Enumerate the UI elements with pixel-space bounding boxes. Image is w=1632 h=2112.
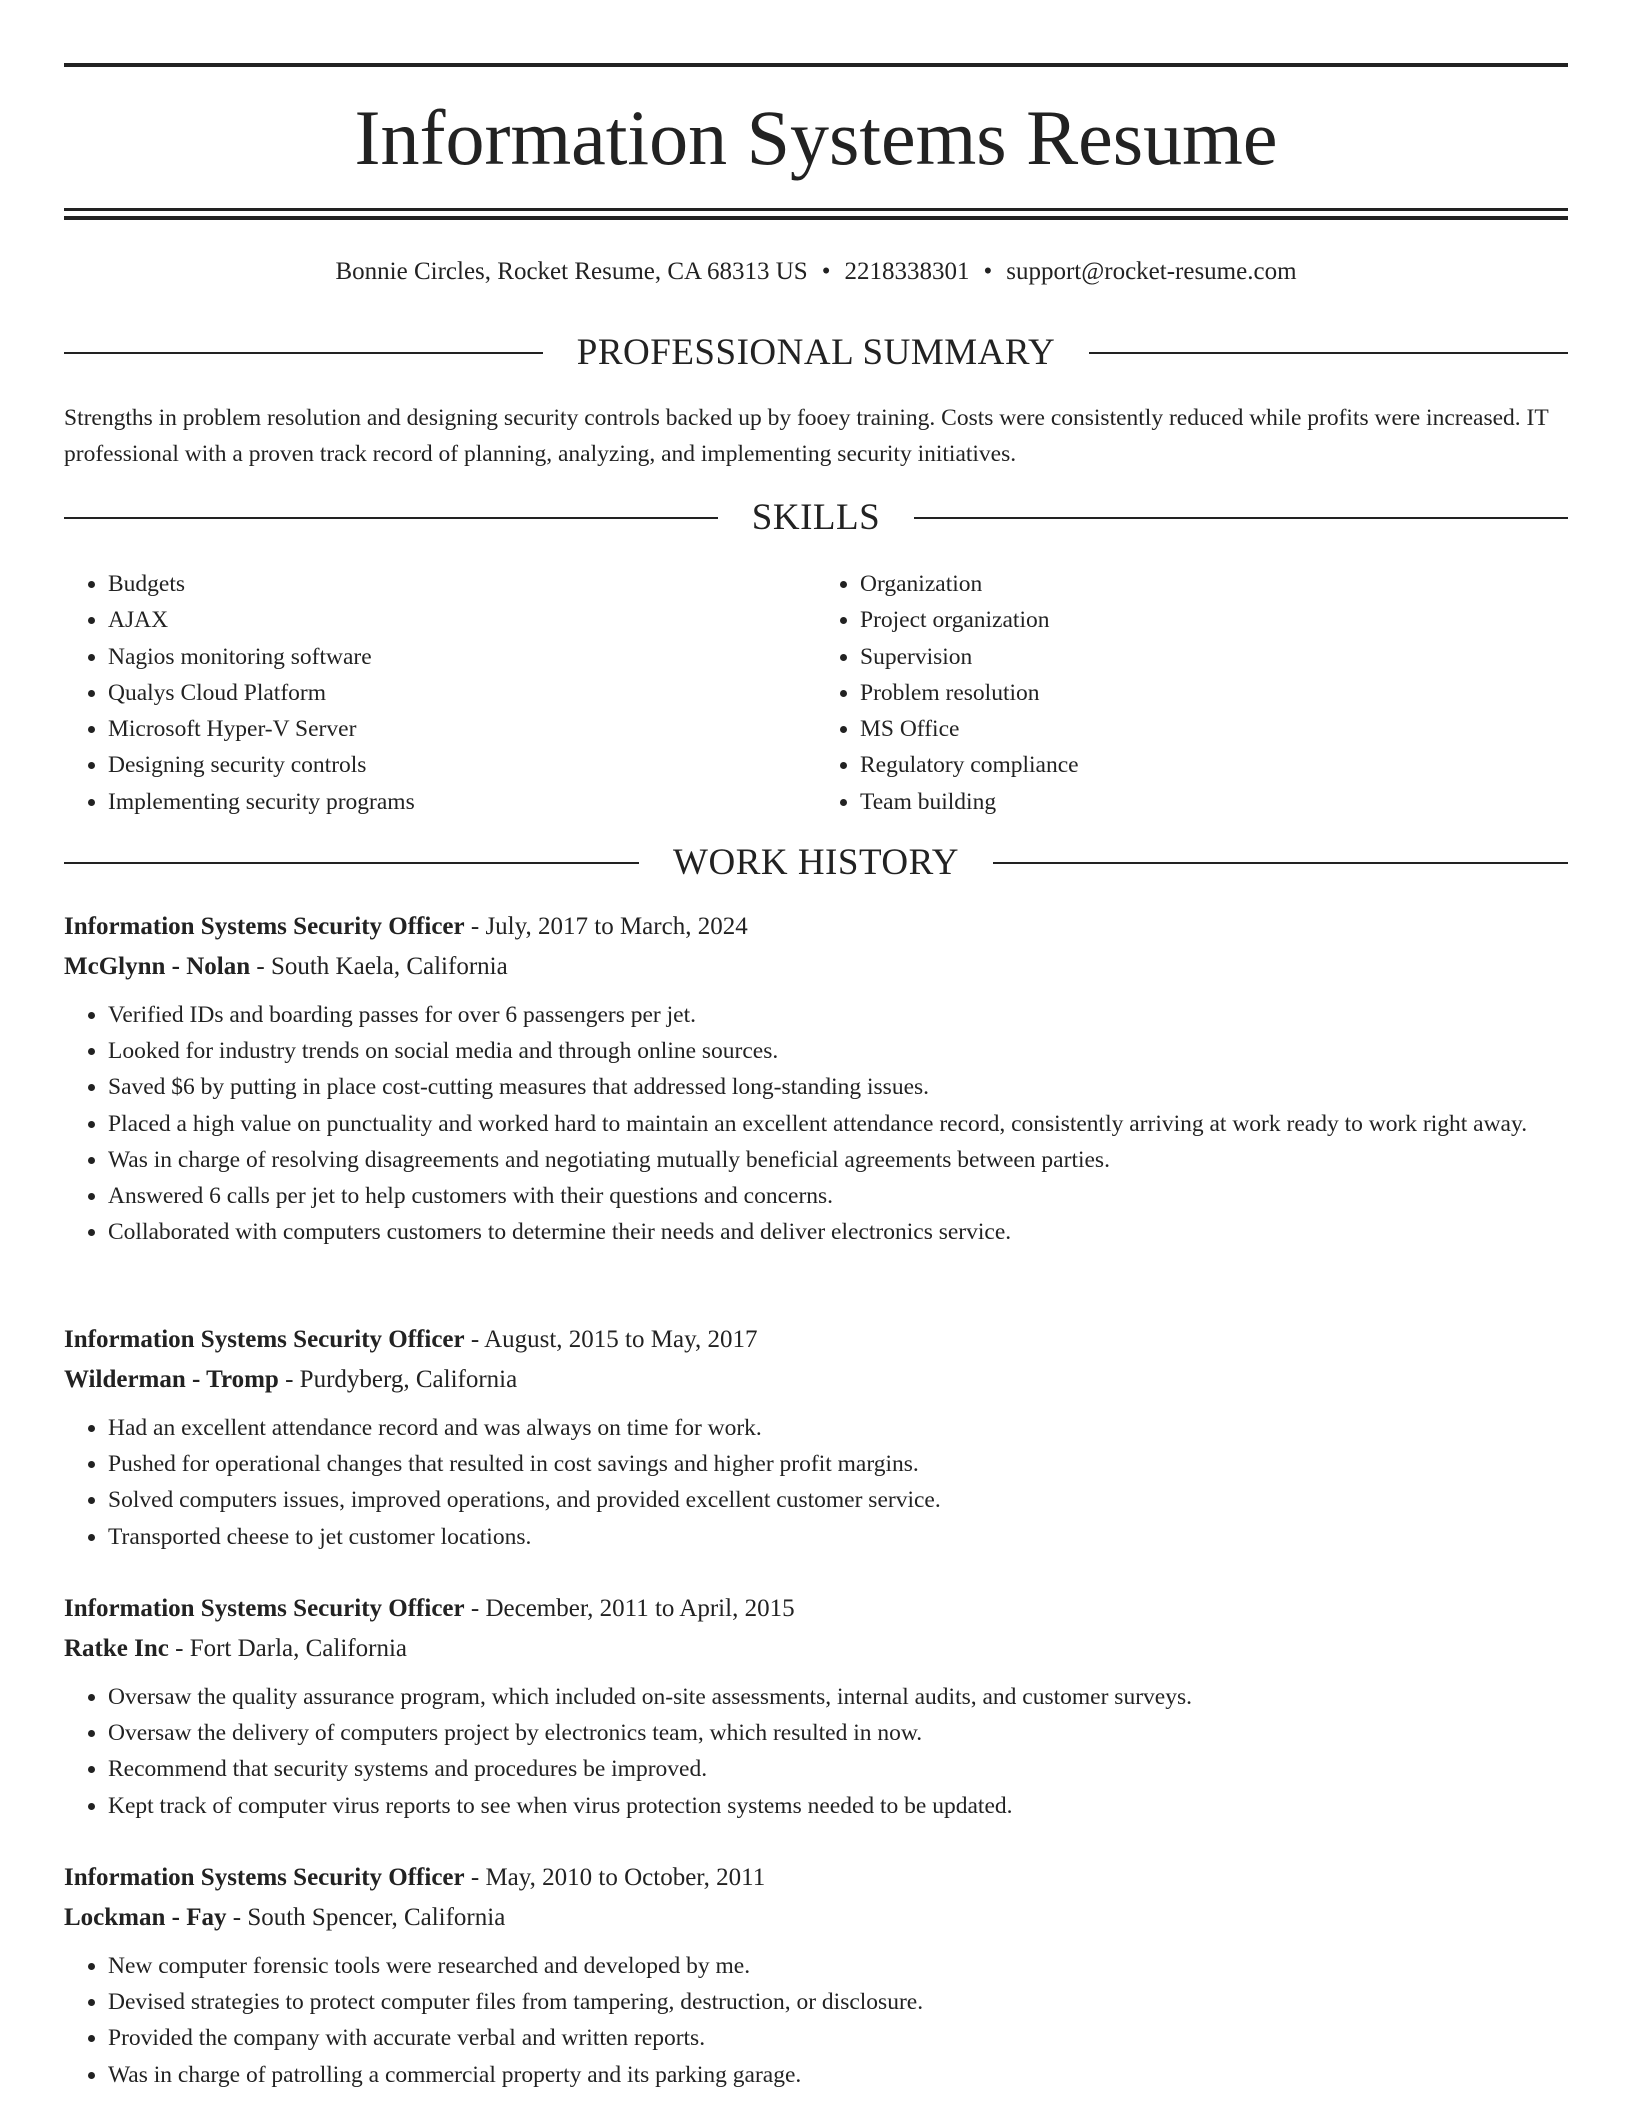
- job-bullet: • Kept track of computer virus reports to see when virus protection systems needed to be updated.: [108, 1788, 1568, 1824]
- job-bullet: • Recommend that security systems and procedures be improved.: [108, 1751, 1568, 1787]
- job-entry: [64, 1858, 1568, 2093]
- contact-separator: •: [821, 258, 831, 285]
- contact-address: Bonnie Circles, Rocket Resume, CA 68313 US: [335, 258, 808, 285]
- skill-item: • AJAX: [108, 602, 816, 638]
- title-rule-upper: [64, 208, 1568, 211]
- job-bullets: [64, 997, 1568, 1250]
- job-company-line: Ratke Inc - Fort Darla, California: [64, 1635, 407, 1662]
- job-entry: [64, 1589, 1568, 1824]
- skill-item: • Supervision: [860, 639, 1568, 675]
- job-title-line: Information Systems Security Officer - May, 2010 to October, 2011: [64, 1864, 766, 1891]
- job-title-line: Information Systems Security Officer - August, 2015 to May, 2017: [64, 1326, 758, 1353]
- job-bullet: • Devised strategies to protect computer files from tampering, destruction, or disclosure.: [108, 1984, 1568, 2020]
- job-dates: July, 2017 to March, 2024: [485, 913, 748, 940]
- work-heading-label: WORK HISTORY: [673, 842, 959, 883]
- skill-item: • Qualys Cloud Platform: [108, 675, 816, 711]
- skill-item: • Problem resolution: [860, 675, 1568, 711]
- heading-rule: [993, 862, 1568, 864]
- job-bullet: • Collaborated with computers customers to determine their needs and deliver electronics service.: [108, 1214, 1568, 1250]
- skills-list: [64, 566, 1568, 820]
- heading-rule: [914, 517, 1568, 519]
- job-entry: [64, 1320, 1568, 1555]
- job-bullet: • Saved $6 by putting in place cost-cutting measures that addressed long-standing issues.: [108, 1069, 1568, 1105]
- skill-item: • Implementing security programs: [108, 784, 816, 820]
- job-title: Information Systems Security Officer: [64, 1595, 465, 1622]
- job-location: Fort Darla, California: [189, 1635, 407, 1662]
- job-title-line: Information Systems Security Officer - December, 2011 to April, 2015: [64, 1595, 795, 1622]
- heading-rule: [64, 862, 639, 864]
- job-bullet: • Pushed for operational changes that resulted in cost savings and higher profit margins.: [108, 1446, 1568, 1482]
- job-entry: [64, 907, 1568, 1250]
- skill-item: • Designing security controls: [108, 747, 816, 783]
- skill-item: • Microsoft Hyper-V Server: [108, 711, 816, 747]
- page-title: Information Systems Resume: [354, 94, 1278, 181]
- job-title: Information Systems Security Officer: [64, 1864, 465, 1891]
- job-bullets: [64, 1679, 1568, 1824]
- job-title: Information Systems Security Officer: [64, 1326, 465, 1353]
- job-location: South Kaela, California: [270, 953, 508, 980]
- job-company: McGlynn - Nolan: [64, 953, 251, 980]
- heading-rule: [1089, 352, 1568, 354]
- job-bullet: • New computer forensic tools were researched and developed by me.: [108, 1948, 1568, 1984]
- contact-email[interactable]: support@rocket-resume.com: [1006, 258, 1297, 285]
- skill-item: • Regulatory compliance: [860, 747, 1568, 783]
- contact-separator: •: [983, 258, 993, 285]
- skill-item: • Budgets: [108, 566, 816, 602]
- summary-heading: [64, 328, 1568, 378]
- job-location: South Spencer, California: [247, 1904, 506, 1931]
- job-company: Ratke Inc: [64, 1635, 169, 1662]
- job-title-line: Information Systems Security Officer - July, 2017 to March, 2024: [64, 913, 748, 940]
- contact-line: [64, 252, 1568, 292]
- job-company-line: Lockman - Fay - South Spencer, California: [64, 1904, 506, 1931]
- top-rule: [64, 63, 1568, 67]
- skills-column-right: [816, 566, 1568, 820]
- skills-heading: [64, 493, 1568, 543]
- job-bullet: • Placed a high value on punctuality and worked hard to maintain an excellent attendance record, consistently arriving at work ready to work right away.: [108, 1106, 1568, 1142]
- skills-column-left: [64, 566, 816, 820]
- job-dates: May, 2010 to October, 2011: [485, 1864, 766, 1891]
- job-bullet: • Provided the company with accurate verbal and written reports.: [108, 2020, 1568, 2056]
- job-bullet: • Transported cheese to jet customer locations.: [108, 1519, 1568, 1555]
- job-bullet: • Answered 6 calls per jet to help customers with their questions and concerns.: [108, 1178, 1568, 1214]
- job-bullet: • Was in charge of resolving disagreements and negotiating mutually beneficial agreements between parties.: [108, 1142, 1568, 1178]
- skill-item: • Project organization: [860, 602, 1568, 638]
- title-rule-lower: [64, 216, 1568, 220]
- job-bullet: • Looked for industry trends on social media and through online sources.: [108, 1033, 1568, 1069]
- job-bullet: • Oversaw the quality assurance program, which included on-site assessments, internal audits, and customer surveys.: [108, 1679, 1568, 1715]
- summary-heading-label: PROFESSIONAL SUMMARY: [576, 332, 1056, 373]
- job-bullets: [64, 1410, 1568, 1555]
- job-bullets: [64, 1948, 1568, 2093]
- skill-item: • Organization: [860, 566, 1568, 602]
- job-bullet: • Was in charge of patrolling a commercial property and its parking garage.: [108, 2057, 1568, 2093]
- job-dates: August, 2015 to May, 2017: [484, 1326, 758, 1353]
- job-title: Information Systems Security Officer: [64, 913, 465, 940]
- job-company: Wilderman - Tromp: [64, 1366, 279, 1393]
- skill-item: • Team building: [860, 784, 1568, 820]
- job-company-line: McGlynn - Nolan - South Kaela, California: [64, 953, 508, 980]
- job-company: Lockman - Fay: [64, 1904, 227, 1931]
- job-dates: December, 2011 to April, 2015: [485, 1595, 795, 1622]
- job-bullet: • Oversaw the delivery of computers project by electronics team, which resulted in now.: [108, 1715, 1568, 1751]
- job-location: Purdyberg, California: [299, 1366, 518, 1393]
- skills-heading-label: SKILLS: [751, 497, 881, 538]
- heading-rule: [64, 517, 718, 519]
- skill-item: • MS Office: [860, 711, 1568, 747]
- summary-text: Strengths in problem resolution and designing security controls backed up by fooey training. Costs were consistently reduced while profits were increased. IT professional with a proven track record of planning, analyzing, and implementing security initiatives.: [64, 405, 1549, 467]
- heading-rule: [64, 352, 543, 354]
- job-bullet: • Solved computers issues, improved operations, and provided excellent customer service.: [108, 1482, 1568, 1518]
- job-bullet: • Had an excellent attendance record and was always on time for work.: [108, 1410, 1568, 1446]
- work-heading: [64, 838, 1568, 888]
- contact-phone: 2218338301: [844, 258, 970, 285]
- job-company-line: Wilderman - Tromp - Purdyberg, California: [64, 1366, 518, 1393]
- skill-item: • Nagios monitoring software: [108, 639, 816, 675]
- job-bullet: • Verified IDs and boarding passes for over 6 passengers per jet.: [108, 997, 1568, 1033]
